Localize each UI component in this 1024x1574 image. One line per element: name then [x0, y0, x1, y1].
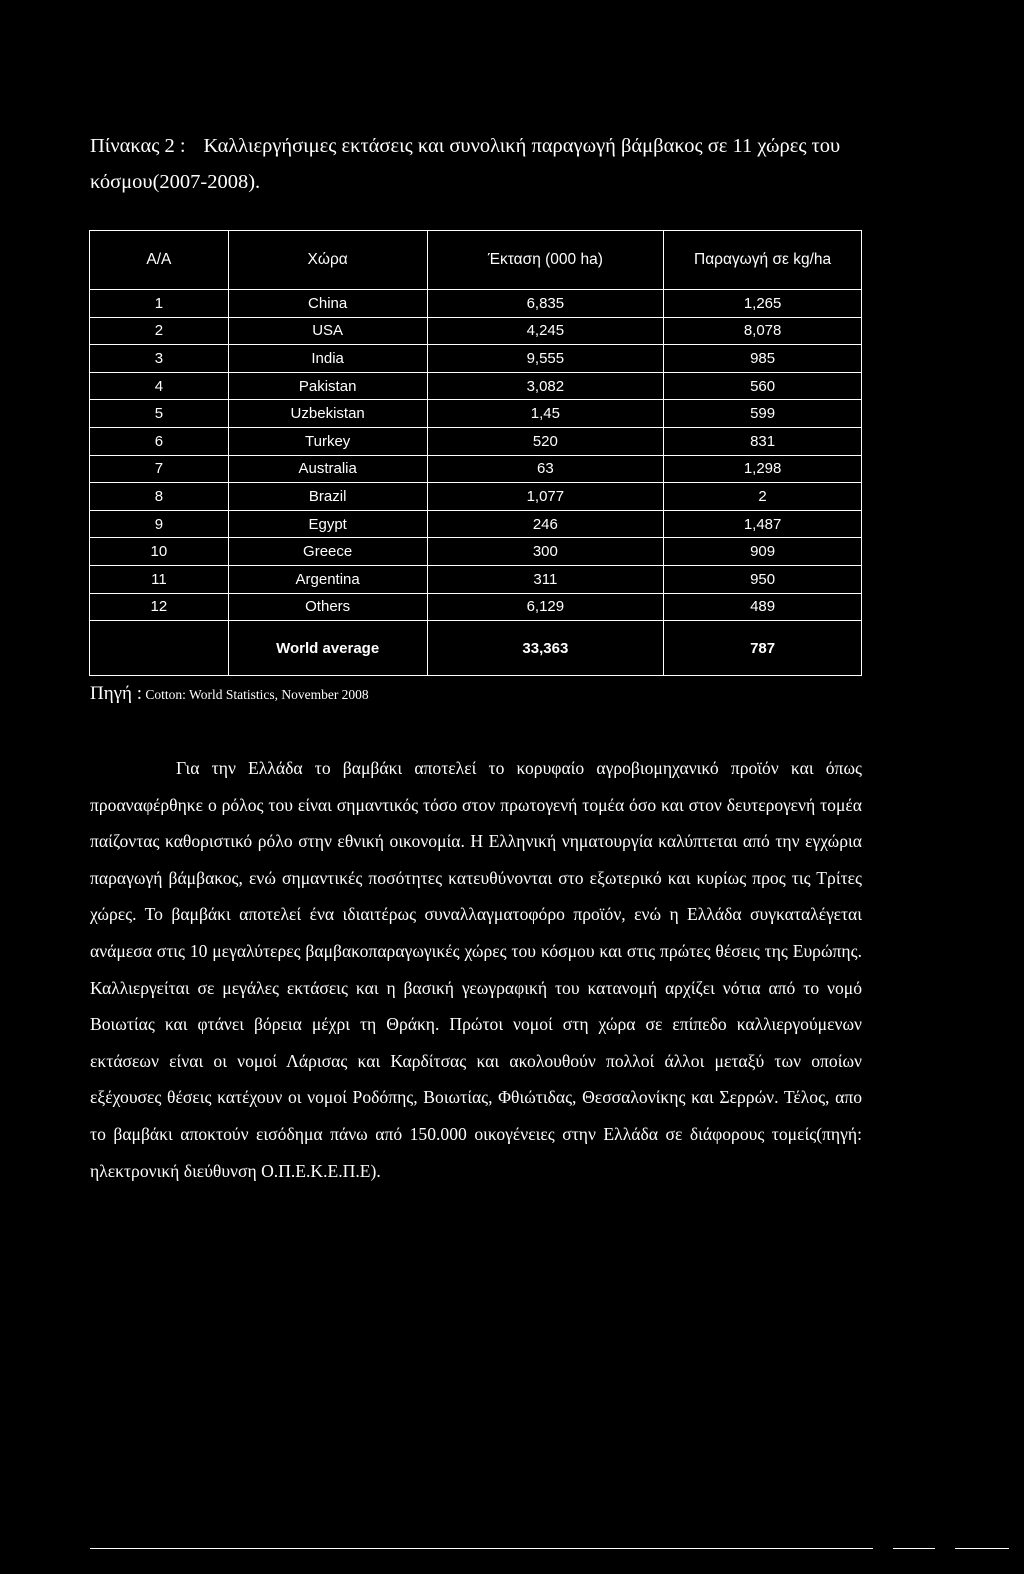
cell-empty — [90, 621, 229, 676]
cell-index: 1 — [90, 290, 229, 318]
cell-index: 12 — [90, 593, 229, 621]
cell-country: Turkey — [228, 427, 427, 455]
cell-country: China — [228, 290, 427, 318]
table-row — [90, 427, 862, 455]
footer-divider — [90, 1548, 873, 1549]
cell-area: 1,45 — [427, 400, 664, 428]
table-source — [90, 683, 369, 705]
cell-country: Others — [228, 593, 427, 621]
total-label: World average — [228, 621, 427, 676]
table-caption — [90, 128, 950, 200]
cell-yield: 599 — [664, 400, 862, 428]
cell-area: 3,082 — [427, 372, 664, 400]
table-row — [90, 372, 862, 400]
cell-index: 6 — [90, 427, 229, 455]
cell-country: Australia — [228, 455, 427, 483]
total-area: 33,363 — [427, 621, 664, 676]
cell-index: 8 — [90, 483, 229, 511]
cell-yield: 950 — [664, 565, 862, 593]
cell-index: 5 — [90, 400, 229, 428]
cell-area: 300 — [427, 538, 664, 566]
cell-area: 9,555 — [427, 345, 664, 373]
table-row — [90, 593, 862, 621]
cell-yield: 1,298 — [664, 455, 862, 483]
header-country: Χώρα — [228, 231, 427, 290]
cell-country: Uzbekistan — [228, 400, 427, 428]
body-paragraph: Για την Ελλάδα το βαμβάκι αποτελεί το κορυφαίο αγροβιομηχανικό προϊόν και όπως προαναφέρθηκε ο ρόλος του είναι σημαντικός τόσο στον πρωτογενή τομέα όσο και στον δευτερογενή τομέα παίζοντας καθοριστικό ρόλο στην εθνική οικονομία. Η Ελληνική νηματουργία καλύπτεται από την εγχώρια παραγωγή βάμβακος, ενώ σημαντικές ποσότητες κατευθύνονται στο εξωτερικό και κυρίως προς τις Τρίτες χώρες. Το βαμβάκι αποτελεί ένα ιδιαιτέρως συναλλαγματοφόρο προϊόν, ενώ η Ελλάδα συγκαταλέγεται ανάμεσα στις 10 μεγαλύτερες βαμβακοπαραγωγικές χώρες του κόσμου και στις πρώτες θέσεις της Ευρώπης. Καλλιεργείται σε μεγάλες εκτάσεις και η βασική γεωγραφική του κατανομή αρχίζει νότια από το νομό Βοιωτίας και φτάνει βόρεια μέχρι τη Θράκη. Πρώτοι νομοί στη χώρα σε επίπεδο καλλιεργούμενων εκτάσεων είναι οι νομοί Λάρισας και Καρδίτσας και ακολουθούν πολλοί άλλοι μεταξύ των οποίων εξέχουσες θέσεις κατέχουν οι νομοί Ροδόπης, Βοιωτίας, Φθιώτιδας, Θεσσαλονίκης και Σερρών. Τέλος, απο το βαμβάκι αποκτούν εισόδημα πάνω από 150.000 οικογένειες στην Ελλάδα σε διάφορους τομείς(πηγή: ηλεκτρονική διεύθυνση Ο.Π.Ε.Κ.Ε.Π.Ε). — [90, 758, 862, 1181]
caption-text: Καλλιεργήσιμες εκτάσεις και συνολική παραγωγή βάμβακος σε 11 χώρες του κόσμου(2007-2008). — [90, 135, 841, 193]
table-row — [90, 538, 862, 566]
cell-country: Greece — [228, 538, 427, 566]
cell-area: 4,245 — [427, 317, 664, 345]
header-area: Έκταση (000 ha) — [427, 231, 664, 290]
cell-index: 3 — [90, 345, 229, 373]
footer-divider — [893, 1548, 935, 1549]
cell-yield: 909 — [664, 538, 862, 566]
cell-yield: 831 — [664, 427, 862, 455]
header-yield: Παραγωγή σε kg/ha — [664, 231, 862, 290]
table-row — [90, 345, 862, 373]
cell-area: 311 — [427, 565, 664, 593]
cell-yield: 1,265 — [664, 290, 862, 318]
table-row — [90, 290, 862, 318]
cell-country: Brazil — [228, 483, 427, 511]
cell-yield: 1,487 — [664, 510, 862, 538]
cell-area: 6,129 — [427, 593, 664, 621]
cell-country: USA — [228, 317, 427, 345]
cell-area: 1,077 — [427, 483, 664, 511]
cell-yield: 985 — [664, 345, 862, 373]
footer-divider — [955, 1548, 1009, 1549]
cell-index: 4 — [90, 372, 229, 400]
table-total-row — [90, 621, 862, 676]
table-row — [90, 317, 862, 345]
table-header-row — [90, 231, 862, 290]
table-row — [90, 483, 862, 511]
source-text: Cotton: World Statistics, November 2008 — [145, 687, 369, 702]
cell-index: 2 — [90, 317, 229, 345]
table-row — [90, 400, 862, 428]
cell-index: 10 — [90, 538, 229, 566]
cell-yield: 560 — [664, 372, 862, 400]
cell-index: 11 — [90, 565, 229, 593]
cell-index: 9 — [90, 510, 229, 538]
cell-country: Argentina — [228, 565, 427, 593]
source-label: Πηγή : — [90, 683, 143, 704]
table-row — [90, 510, 862, 538]
cell-area: 6,835 — [427, 290, 664, 318]
cell-country: Pakistan — [228, 372, 427, 400]
cell-yield: 2 — [664, 483, 862, 511]
cell-area: 520 — [427, 427, 664, 455]
total-yield: 787 — [664, 621, 862, 676]
cell-area: 63 — [427, 455, 664, 483]
cell-area: 246 — [427, 510, 664, 538]
cotton-table — [89, 230, 862, 676]
table-row — [90, 565, 862, 593]
cell-index: 7 — [90, 455, 229, 483]
cell-yield: 489 — [664, 593, 862, 621]
table-row — [90, 455, 862, 483]
cell-yield: 8,078 — [664, 317, 862, 345]
cell-country: Egypt — [228, 510, 427, 538]
header-index: Α/Α — [90, 231, 229, 290]
cell-country: India — [228, 345, 427, 373]
caption-label: Πίνακας 2 : — [90, 135, 186, 157]
